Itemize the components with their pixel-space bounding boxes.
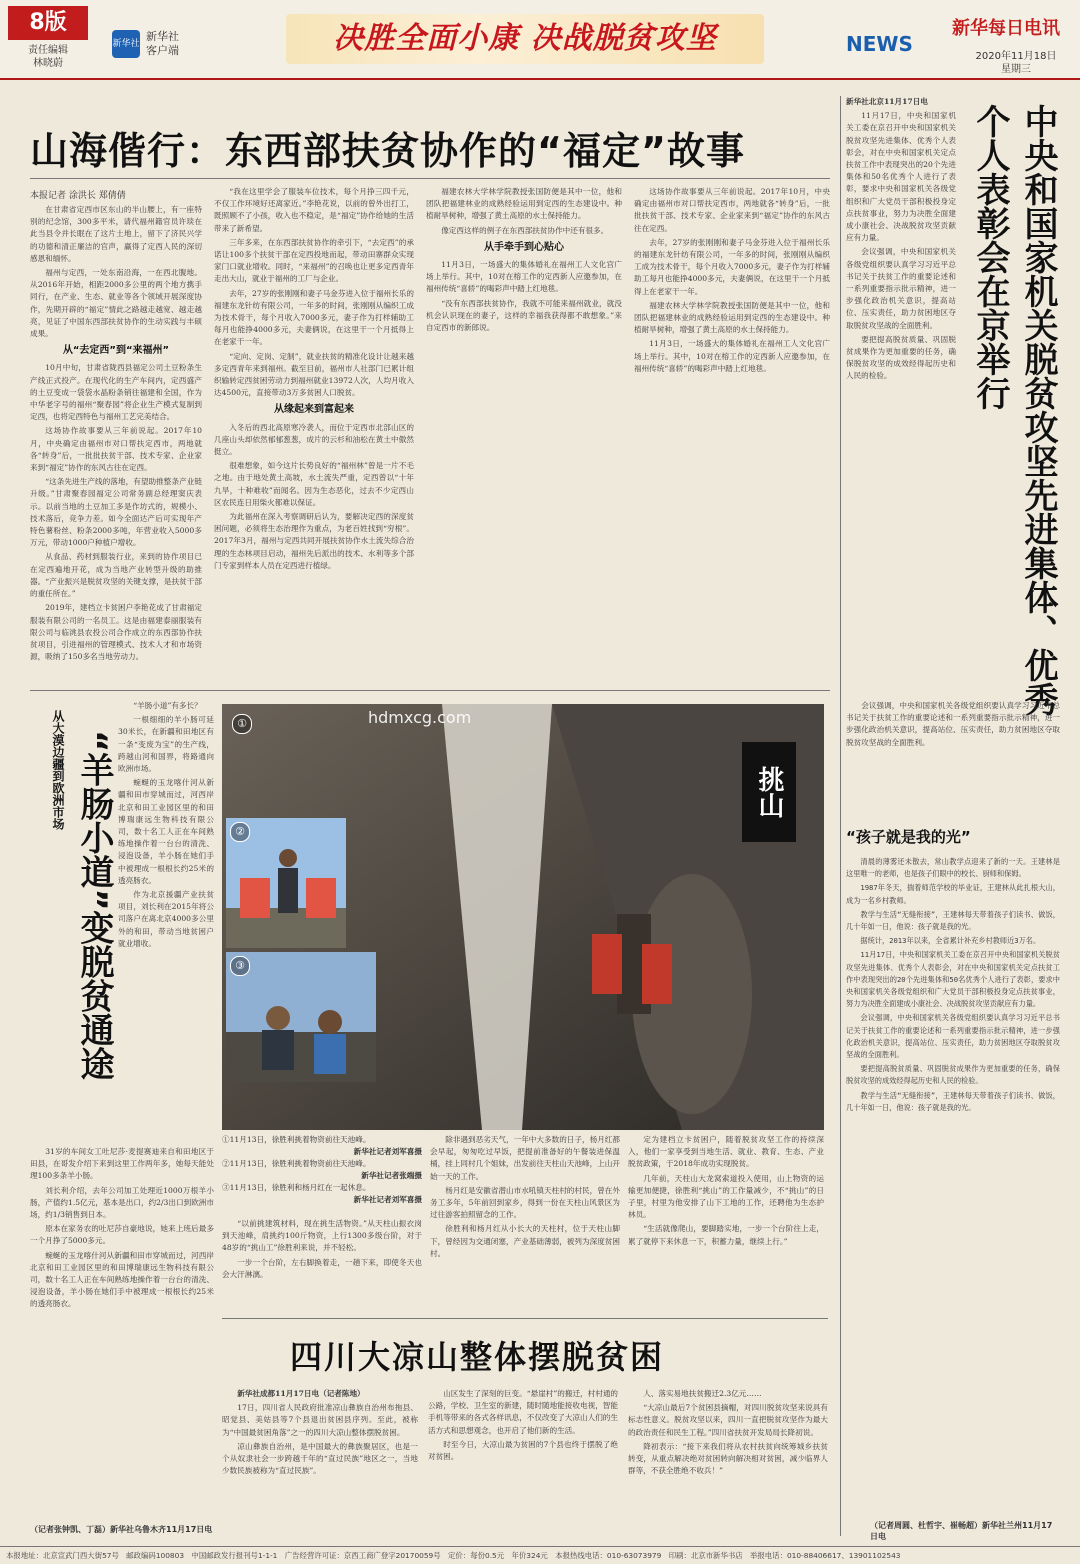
paragraph: 会议强调，中央和国家机关各级党组织要认真学习习近平总书记关于扶贫工作的重要论述和一系列重要指示批示精神，进一步强化政治机关意识，提高站位、压实责任，助力贫困地区夺取脱贫攻坚战的全面胜利。 (846, 701, 1060, 747)
paragraph: 教学与生活“无缝衔接”，王建林每天带着孩子们读书、做饭，几十年如一日，他说：孩子就是我的光。 (846, 1090, 1060, 1112)
slogan-banner: 决胜全面小康 决战脱贫攻坚 (286, 14, 764, 64)
paragraph: 山区发生了深刻的巨变。“悬崖村”的搬迁，村村通的公路，学校、卫生室的新建，随时随地能接收电视，智能手机等带来的各式各样讯息，不仅改变了大凉山人们的生活方式和思想观念，也开启了他们新的生活。 (428, 1389, 618, 1435)
paper-name: 新华每日电讯 (952, 18, 1060, 39)
page-number: 8版 (8, 6, 88, 40)
mutton-headline: “羊肠小道”变脱贫通途 (74, 730, 114, 1081)
paragraph: 徐胜利和杨月红从小长大的天柱村，位于天柱山脚下，曾经因为交通闭塞，产业基础薄弱，被列为深度贫困村。 (430, 1224, 620, 1258)
paragraph: 凉山彝族自治州，是中国最大的彝族聚居区，也是一个从奴隶社会一步跨越千年的“直过民族”地区之一，当地少数民族被称为“直过民族”。 (222, 1441, 418, 1476)
paragraph: 福州与定西，一处东南沿海，一在西北腹地。从2016年开始，相距2000多公里的两个地方携手同行，在产业、生态、就业等各个领域开展深度协作，先期开辟的“福定”情此之路越走越宽、越走越亮，见证了中国东西部扶贫协作的生动实践与丰硕成果。 (30, 268, 202, 339)
paragraph: 11月17日，中央和国家机关工委在京召开中央和国家机关脱贫攻坚先进集体、优秀个人表彰会，对在中央和国家机关定点扶贫工作中表现突出的20个先进集体和50名优秀个人进行了表彰，要求中央和国家机关各级党组织和广大党员干部积极投身定点扶贫事业，努力为决胜全面建成小康社会、决战脱贫攻坚贡献应有力量。 (846, 111, 956, 243)
paragraph: “没有东西部扶贫协作，我就不可能来福州就业，就没机会认识现在的妻子，这样的幸福我获得都不敢想象。”来自定西市的新郎说。 (426, 298, 622, 333)
photo-text-2 (430, 1134, 620, 1314)
divider (30, 178, 830, 179)
main-byline: 本报记者 涂洪长 郑倩倩 (30, 191, 126, 201)
editor-name: 林晓蔚 (33, 58, 63, 69)
column-divider (840, 96, 841, 1536)
paragraph: 要把提高脱贫质量、巩固脱贫成果作为更加重要的任务，确保脱贫攻坚的成效经得起历史和人民的检验。 (846, 1064, 1060, 1086)
editor-credit (8, 44, 88, 70)
editor-role: 责任编辑 (28, 45, 68, 56)
paragraph: 31岁的车间女工吐尼莎·麦提赛迪来自和田地区于田县，在哥发介绍下来到这里工作两年多，她每天能处理100多条羊小肠。 (30, 1147, 214, 1181)
paragraph: 一根细细的羊小肠可延30米长，在新疆和田地区有一条“变废为宝”的生产线，跨越山河和国界，将路通向欧洲市场。 (118, 715, 214, 774)
caption: ③11月13日，徐胜利和杨月红在一起休息。 (222, 1183, 371, 1192)
subhead: 从手牵手到心贴心 (484, 241, 564, 253)
caption-credit: 新华社记者张端摄 (361, 1171, 422, 1180)
paragraph: “以前挑建筑材料，现在挑生活物资。”从天柱山振衣岗到天池峰，肩挑约100斤物资，上行1300多级台阶，对于48岁的“挑山工”徐胜利来说，并不轻松。 (222, 1219, 422, 1253)
paragraph: 清晨的薄雾还未散去，常山教学点迎来了新的一天。王建林是这里唯一的老师，也是孩子们眼中的校长、厨师和保姆。 (846, 857, 1060, 879)
dateline: 新华社成都11月17日电（记者陈地） (237, 1389, 365, 1398)
feature-column (846, 856, 1060, 1506)
divider (30, 690, 830, 691)
paragraph: 要把提高脱贫质量、巩固脱贫成果作为更加重要的任务，确保脱贫攻坚的成效经得起历史和人民的检验。 (846, 334, 956, 381)
divider (222, 1318, 828, 1319)
paragraph: 福建农林大学林学院教授张国防便是其中一位，他和团队把福建林业的成熟经验运用到定西的生态建设中。种植耐旱树种，增强了黄土高原的水土保持能力。 (426, 187, 622, 221)
caption: ②11月13日，徐胜利挑着物资前往天池峰。 (222, 1159, 371, 1168)
photo-text-3 (628, 1134, 824, 1314)
paragraph: 17日，四川省人民政府批准凉山彝族自治州布拖县、昭觉县、美姑县等7个县退出贫困县序列。至此，被称为“中国最贫困角落”之一的四川大凉山整体摆脱贫困。 (222, 1403, 418, 1437)
issue-date (966, 50, 1066, 76)
app-label (146, 30, 179, 58)
paragraph: “这条先进生产线的落地，有望助推整条产业链升级。”甘肃聚春园福定公司常务副总经理窦庆表示。以前当地的土豆加工多是作坊式的，规模小、技术落后，竞争力差。如今全面达产后可实现年产特色薯粉丝、粉条2000多吨，年营业收入5000多万元，带动1000户种植户增收。 (30, 477, 202, 548)
paragraph: 像定西这样的例子在东西部扶贫协作中还有很多。 (441, 225, 609, 235)
photo-label-2: ② (230, 822, 250, 842)
photo-label-3: ③ (230, 956, 250, 976)
paragraph: 会议强调，中央和国家机关各级党组织要认真学习习近平总书记关于扶贫工作的重要论述和一系列重要指示批示精神，进一步强化政治机关意识，提高站位、压实责任，助力贫困地区夺取脱贫攻坚战的全面胜利。 (846, 247, 956, 330)
paragraph: 教学与生活“无缝衔接”，王建林每天带着孩子们读书、做饭，几十年如一日，他说：孩子就是我的光。 (846, 909, 1060, 932)
paragraph: 会议强调，中央和国家机关各级党组织要认真学习习近平总书记关于扶贫工作的重要论述和一系列重要指示批示精神，进一步强化政治机关意识，提高站位、压实责任，助力贫困地区夺取脱贫攻坚战的全面胜利。 (846, 1013, 1060, 1060)
news-logo: NEWS (846, 32, 913, 56)
footer-info: 本报地址：北京宣武门西大街57号 邮政编码100803 中国邮政发行报刊号1-1-1 广告经营许可证：京西工商广登字20170059号 定价：每份0.5元 年价324元 本报热线电话：010-63073979 印刷：北京市新华书店 举报电话：010-88406617、13901102543 (0, 1546, 1080, 1564)
paragraph: 几年前，天柱山大龙窝索道投入使用，山上物资的运输更加便捷，徐胜利“挑山”的工作量减少，不“挑山”的日子里，村里为他安排了山下工地的工作，还聘他为生态护林员。 (628, 1173, 824, 1220)
photo-text-1 (222, 1218, 422, 1314)
paragraph: “生活就像爬山，要脚踏实地，一步一个台阶往上走，累了就停下来休息一下，积蓄力量，继续上行。” (628, 1224, 824, 1246)
paragraph: 一步一个台阶，左右脚换着走，一趟下来，即使冬天也会大汗淋漓。 (222, 1257, 422, 1279)
feature-title: “孩子就是我的光” (846, 828, 971, 846)
date-text: 2020年11月18日 (975, 51, 1057, 62)
sichuan-column-3 (628, 1388, 828, 1538)
mutton-byline: （记者张钟凯、丁磊）新华社乌鲁木齐11月17日电 (30, 1525, 213, 1534)
paragraph: 10月中旬，甘肃省陇西县福定公司土豆粉条生产线正式投产。在现代化的生产车间内，定西盛产的土豆变成一袋袋水晶粉条销往福建和全国，作为中华老字号的福州“聚春园”将企业生产模式复制到定西，也将定西特色与福州工艺完美结合。 (30, 363, 202, 422)
paragraph: 原本在家务农的吐尼莎自豪地说，她来上班后最多一个月挣了5000多元。 (30, 1224, 214, 1246)
sichuan-column-2 (428, 1388, 618, 1538)
paragraph: 三年多来，在东西部扶贫协作的牵引下，“去定西”的承诺让100多个扶贫干部在定西投地而起，带动田寨群众实现家门口就业增收。同时，“来福州”的召唤也让更多定西青年走出大山，就业于福州的工厂与企业。 (214, 237, 414, 284)
paragraph: “大凉山最后7个贫困县摘帽，对四川脱贫攻坚来说具有标志性意义。脱贫攻坚以来，四川一直把脱贫攻坚作为最大的政治责任和民生工程。”四川省扶贫开发局局长降初说。 (628, 1403, 828, 1437)
paragraph: 很难想象，如今这片长势良好的“福州林”曾是一片不毛之地。由于地处黄土高坡，水土流失严重，定西曾以“十年九旱，十种难收”而闻名。因为生态恶化，过去不少定西山区农民连日用柴火都难以保证。 (214, 461, 414, 507)
caption-credit: 新华社记者刘军喜摄 (353, 1147, 422, 1156)
paragraph: 人、落实易地扶贫搬迁2.3亿元…… (643, 1389, 762, 1398)
paragraph: 入冬后的西北高原寒冷袭人，而位于定西市北部山区的几座山头却依然郁郁葱葱，成片的云杉和油松在黄土中傲然挺立。 (214, 422, 414, 457)
weekday-text: 星期三 (1001, 64, 1031, 75)
main-headline: 山海偕行：东西部扶贫协作的“福定”故事 (30, 129, 745, 173)
paragraph: 11月3日，一场盛大的集体婚礼在福州工人文化宫广场上举行。其中，10对在榕工作的定西新人应邀参加，在福州传统“喜轿”的喝彩声中踏上红地毯。 (426, 260, 622, 294)
dateline: 新华社北京11月17日电 (846, 97, 928, 106)
paragraph: 蜿蜒的玉龙喀什河从新疆和田市穿城而过，河西岸北京和田工业园区里的和田博瑞康远生物科技有限公司，数十名工人正在车间熟练地操作着一台台的清洗、浸泡设备，羊小肠在她们手中被理成一根根长约25米的透亮肠衣。 (30, 1250, 214, 1309)
photo-label-1: ① (232, 714, 252, 734)
paragraph: 时至今日，大凉山最为贫困的7个县也终于摆脱了绝对贫困。 (428, 1439, 618, 1462)
sichuan-headline: 四川大凉山整体摆脱贫困 (290, 1338, 665, 1376)
feature-byline: （记者周圆、杜哲宇、崔畅超）新华社兰州11月17日电 (870, 1521, 1053, 1541)
mutton-column-2 (30, 1146, 214, 1524)
paragraph: 刘长利介绍，去年公司加工处理近1000万根羊小肠，产值约1.5亿元，基本是出口，约2/3出口到欧洲市场，约1/3销售到日本。 (30, 1185, 214, 1220)
caption-credit: 新华社记者刘军喜摄 (353, 1195, 422, 1204)
side-headline: 中央和国家机关脱贫攻坚先进集体、优秀个人表彰会在京举行 (970, 104, 1058, 716)
paragraph: 蜿蜒的玉龙喀什河从新疆和田市穿城而过，河西岸北京和田工业园区里的和田博瑞康远生物科技有限公司，数十名工人正在车间熟练地操作着一台台的清洗、浸泡设备，羊小肠在她们手中被理成一根根长约25米的透亮肠衣。 (118, 778, 214, 885)
photo-story-stamp: 挑山 (742, 742, 796, 842)
paragraph: 11月3日，一场盛大的集体婚礼在福州工人文化宫广场上举行。其中，10对在榕工作的定西新人应邀参加，在福州传统“喜轿”的喝彩声中踏上红地毯。 (634, 339, 830, 373)
photo-captions (222, 1134, 422, 1206)
mutton-subtitle: 从大漠边疆到欧洲市场 (51, 710, 65, 830)
side-column (846, 96, 956, 696)
paragraph: 2019年，建档立卡贫困户李艳花成了甘肃福定服装有限公司的一名员工。这是由福建泰丽服装有限公司与临洮县农投公司合作成立的东西部协作扶贫项目，引进福州的管理模式、技术人才和市场资源，吸纳了150多名当地劳动力。 (30, 603, 202, 662)
paragraph: 去年，27岁的张刚刚和妻子马金芬进入位于福州长乐的福建东龙针纺有限公司，一年多的时间，张刚刚从编织工成为技术骨干，每个月收入7000多元，妻子作为打样辅助工每月也能挣4000多元，夫妻俩说，在这里干一个月抵得上在老家干一年。 (214, 288, 414, 347)
paragraph: 除非遇到恶劣天气，一年中大多数的日子，杨月红都会早起，匆匆吃过早饭，把提前准备好的午餐装进保温桶，挂上同村几个姐妹，出发前往天柱山天池峰，上山开始一天的工作。 (430, 1135, 620, 1181)
caption: ①11月13日，徐胜利挑着物资前往天池峰。 (222, 1135, 371, 1144)
paragraph: 这场协作故事要从三年前说起。2017年10月，中央确定由福州市对口帮扶定西市，两地就各“转身”后，一批批扶贫干部、技术专家、企业家来到“福定”协作的东风古往在定西。 (634, 187, 830, 233)
mutton-column-1 (118, 700, 214, 1220)
main-column-4 (634, 186, 830, 684)
xinhua-app-icon: 新华社 (112, 30, 140, 58)
paragraph: 1987年冬天，揣着师范学校的毕业证，王建林从此扎根大山，成为一名乡村教师。 (846, 883, 1060, 905)
main-column-2 (214, 186, 414, 684)
paragraph: 在甘肃省定西市区东山的半山腰上，有一座特别的纪念馆，300多平米，请代福州籍官员许琰在此当县令并长眠在了这片土地上，留下了济民兴学的功德和清正廉洁的官声，赢得了定西人民的深切感恩和缅怀。 (30, 205, 202, 263)
paragraph: 作为北京援疆产业扶贫项目，刘长利在2015年将公司落户在离北京4000多公里外的和田，带动当地贫困户就业增收。 (118, 890, 214, 948)
paragraph: 这场协作故事要从三年前说起。2017年10月，中央确定由福州市对口帮扶定西市，两地就各“转身”后，一批批扶贫干部、技术专家、企业家来到“福定”协作的东风古往在定西。 (30, 426, 202, 473)
paragraph: “我在这里学会了服装车位技术，每个月挣三四千元，不仅工作环境好还离家近。”李艳花说，以前的曾外出打工，既照顾不了小孩，收入也不稳定，是“福定”协作给她的生活带来了新希望。 (214, 187, 414, 233)
paragraph: 去年，27岁的张刚刚和妻子马金芬进入位于福州长乐的福建东龙针纺有限公司，一年多的时间，张刚刚从编织工成为技术骨干，每个月收入7000多元，妻子作为打样辅助工每月也能挣4000多元，夫妻俩说，在这里干一个月抵得上在老家干一年。 (634, 237, 830, 296)
main-column-3 (426, 186, 622, 684)
paragraph: 11月17日，中央和国家机关工委在京召开中央和国家机关脱贫攻坚先进集体、优秀个人表彰会，对在中央和国家机关定点扶贫工作中表现突出的20个先进集体和50名优秀个人进行了表彰，要求中央和国家机关各级党组织和广大党员干部积极投身定点扶贫事业，努力为决胜全面建成小康社会、决战脱贫攻坚贡献应有力量。 (846, 950, 1060, 1009)
paragraph: 据统计，2013年以来，全省累计补充乡村教师近3万名。 (860, 936, 1041, 946)
watermark: hdmxcg.com (368, 708, 472, 727)
paragraph: “定向、定岗、定制”，就业扶贫的精准化设计让越来越多定西青年来到福州。截至目前，福州市人社部门已累计组织输转定西贫困劳动力到福州就业13972人次，人均月收入达4500元，直接带动3万多贫困人口脱贫。 (214, 351, 414, 398)
side-continued (846, 700, 1060, 810)
main-column-1 (30, 204, 202, 684)
paragraph: 福建农林大学林学院教授张国防便是其中一位，他和团队把福建林业的成熟经验运用到定西的生态建设中。种植耐旱树种，增强了黄土高原的水土保持能力。 (634, 300, 830, 335)
app-name: 新华社 (146, 30, 179, 43)
sichuan-column-1 (222, 1388, 418, 1538)
subhead: 从“去定西”到“来福州” (62, 345, 170, 357)
subhead: 从缘起来到富起来 (274, 404, 354, 416)
paragraph: 降初表示：“接下来我们将从农村扶贫向统筹城乡扶贫转变，从重点解决绝对贫困转向解决相对贫困，减少临界人群等，不获全胜绝不收兵！” (628, 1441, 828, 1476)
paragraph: 为此福州在深入考察调研后认为，要解决定西的深度贫困问题，必须将生态治理作为重点，为老百姓找到“穷根”。2017年3月，福州与定西共同开展扶贫协作水土流失综合治理的生态林项目启动，福州先后派出的技术、水利等多个部门专家到样本人员在定西进行植绿。 (214, 512, 414, 570)
paragraph: 从食品、药材到服装行业，来到的协作项目已在定西遍地开花，成为当地产业转型升级的助推器。“产业振兴是脱贫攻坚的关键支撑，是扶贫干部的重任所在。” (30, 552, 202, 599)
app-sub: 客户端 (146, 44, 179, 57)
paragraph: 定为建档立卡贫困户，随着脱贫攻坚工作的持续深入，他们一家享受到当地生活、就业、教育、生态、产业脱贫政策，于2018年成功实现脱贫。 (628, 1135, 824, 1169)
paragraph: 杨月红是安徽省潜山市水吼镇天柱村的村民，曾在外务工多年，5年前回到家乡，得到一份在天柱山风景区为过往游客拍照留念的工作。 (430, 1185, 620, 1220)
paragraph: “羊肠小道”有多长？ (133, 701, 202, 710)
